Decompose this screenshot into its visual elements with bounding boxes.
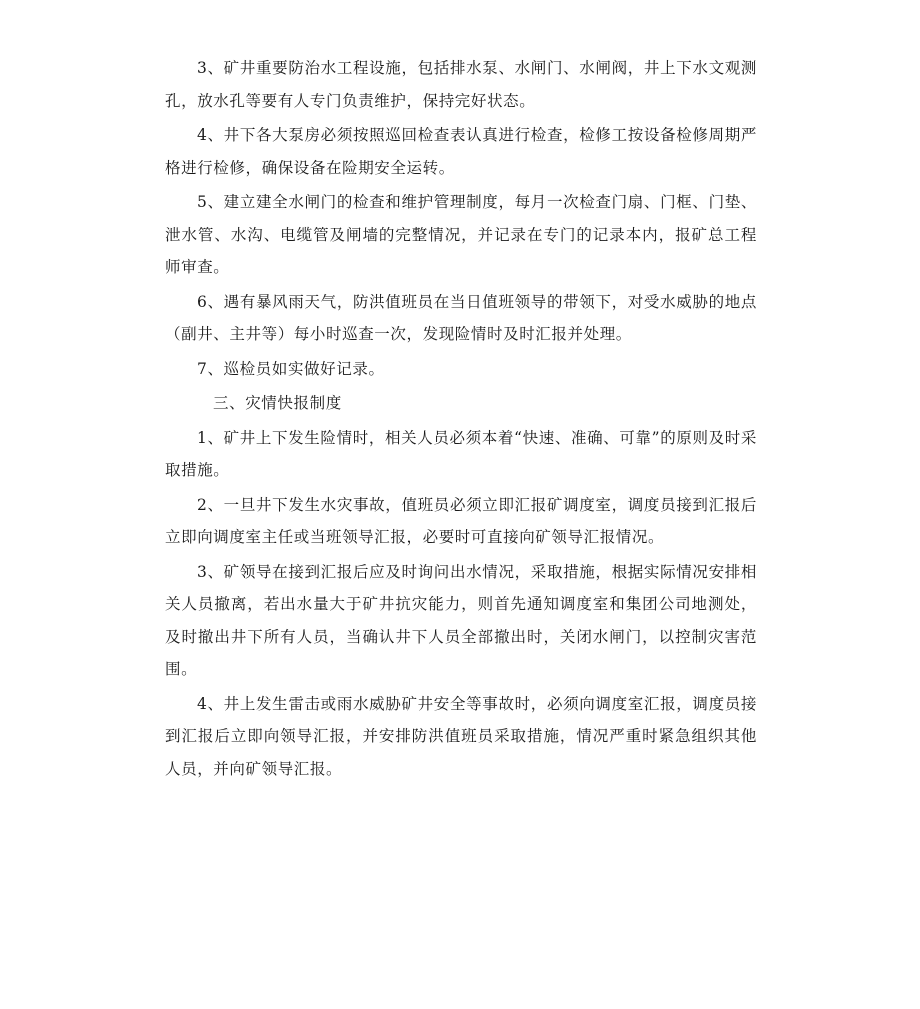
paragraph-item-3-facilities: 3、矿井重要防治水工程设施，包括排水泵、水闸门、水闸阀，井上下水文观测孔，放水孔等要有人专门负责维护，保持完好状态。: [165, 59, 757, 110]
paragraph-item-7-records: 7、巡检员如实做好记录。: [197, 359, 385, 378]
paragraph-report-item-3: 3、矿领导在接到汇报后应及时询问出水情况，采取措施，根据实际情况安排相关人员撤离，若出水量大于矿井抗灾能力，则首先通知调度室和集团公司地测处，及时撤出井下所有人员，当确认井下人员全部撤出时，关闭水闸门，以控制灾害范围。: [165, 562, 757, 678]
paragraph-item-5-water-gates: 5、建立建全水闸门的检查和维护管理制度，每月一次检查门扇、门框、门垫、泄水管、水沟、电缆管及闸墙的完整情况，并记录在专门的记录本内，报矿总工程师审查。: [165, 193, 757, 276]
document-body: [165, 52, 757, 787]
section-heading-disaster-report: 三、灾情快报制度: [213, 394, 342, 412]
paragraph-report-item-1: 1、矿井上下发生险情时，相关人员必须本着“快速、准确、可靠”的原则及时采取措施。: [165, 428, 757, 479]
paragraph-report-item-4: 4、井上发生雷击或雨水威胁矿井安全等事故时，必须向调度室汇报，调度员接到汇报后立即向领导汇报，并安排防洪值班员采取措施，情况严重时紧急组织其他人员，并向矿领导汇报。: [165, 694, 757, 778]
paragraph-item-6-storm-patrol: 6、遇有暴风雨天气，防洪值班员在当日值班领导的带领下，对受水威胁的地点（副井、主井等）每小时巡查一次，发现险情时及时汇报并处理。: [165, 292, 757, 343]
paragraph-item-4-pump-rooms: 4、井下各大泵房必须按照巡回检查表认真进行检查，检修工按设备检修周期严格进行检修，确保设备在险期安全运转。: [165, 126, 757, 177]
paragraph-report-item-2: 2、一旦井下发生水灾事故，值班员必须立即汇报矿调度室，调度员接到汇报后立即向调度室主任或当班领导汇报，必要时可直接向矿领导汇报情况。: [165, 495, 757, 546]
